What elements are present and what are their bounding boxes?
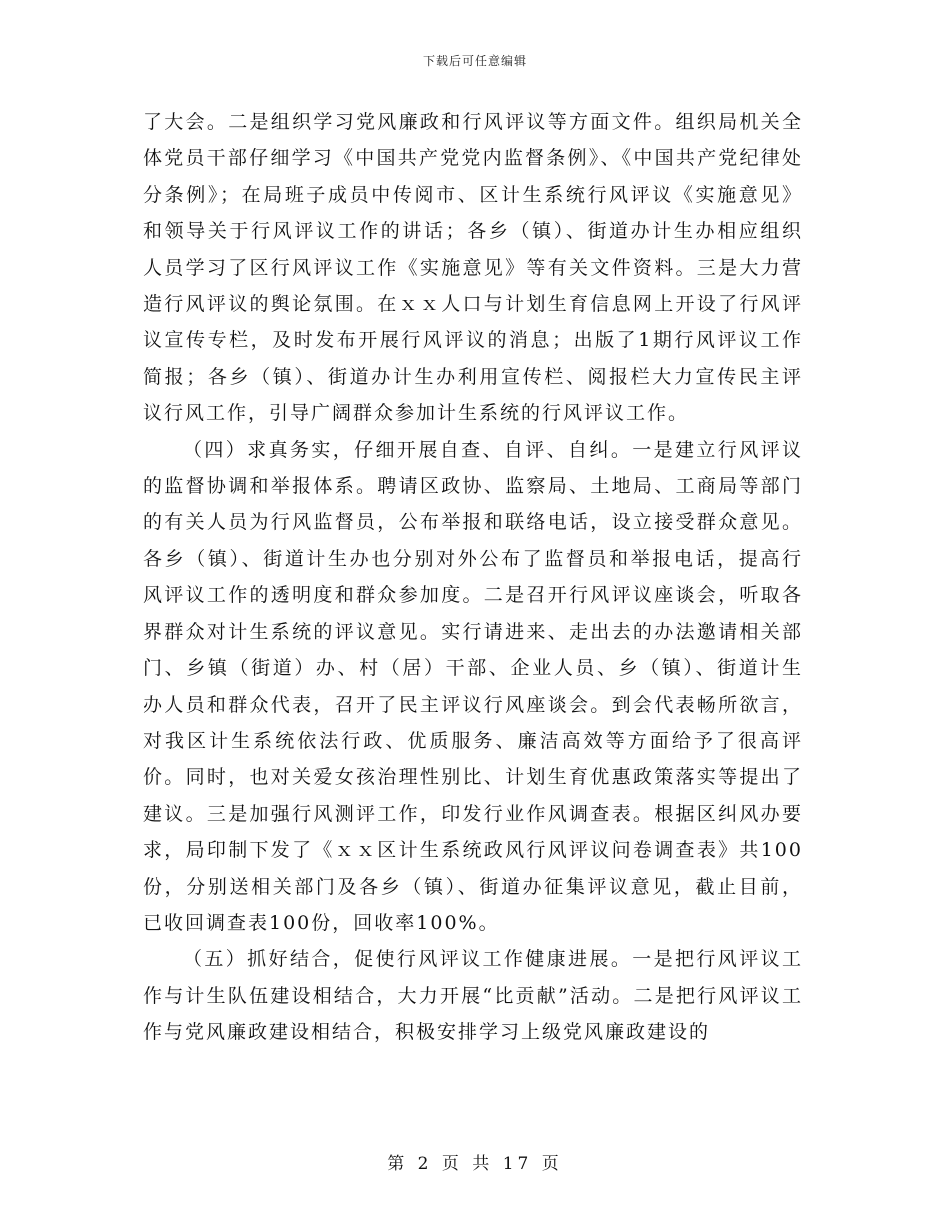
- document-body: [143, 104, 803, 1051]
- page-number-footer: 第 2 页 共 17 页: [387, 1154, 563, 1174]
- paragraph-section-four: （四）求真务实，仔细开展自查、自评、自纠。一是建立行风评议的监督协调和举报体系。聘请区政协、监察局、土地局、工商局等部门的有关人员为行风监督员，公布举报和联络电话，设立接受群众意见。各乡（镇）、街道计生办也分别对外公布了监督员和举报电话，提高行风评议工作的透明度和群众参加度。二是召开行风评议座谈会，听取各界群众对计生系统的评议意见。实行请进来、走出去的办法邀请相关部门、乡镇（街道）办、村（居）干部、企业人员、乡（镇）、街道计生办人员和群众代表，召开了民主评议行风座谈会。到会代表畅所欲言，对我区计生系统依法行政、优质服务、廉洁高效等方面给予了很高评价。同时，也对关爱女孩治理性别比、计划生育优惠政策落实等提出了建议。三是加强行风测评工作，印发行业作风调查表。根据区纠风办要求，局印制下发了《ｘｘ区计生系统政风行风评议问卷调查表》共100份，分别送相关部门及各乡（镇）、街道办征集评议意见，截止目前，已收回调查表100份，回收率100%。: [143, 438, 803, 934]
- page-header: 下载后可任意编辑: [422, 54, 527, 68]
- paragraph-section-five: （五）抓好结合，促使行风评议工作健康进展。一是把行风评议工作与计生队伍建设相结合，大力开展“比贡献”活动。二是把行风评议工作与党风廉政建设相结合，积极安排学习上级党风廉政建设的: [143, 948, 803, 1044]
- paragraph-continuation: 了大会。二是组织学习党风廉政和行风评议等方面文件。组织局机关全体党员干部仔细学习《中国共产党党内监督条例》、《中国共产党纪律处分条例》；在局班子成员中传阅市、区计生系统行风评议《实施意见》和领导关于行风评议工作的讲话；各乡（镇）、街道办计生办相应组织人员学习了区行风评议工作《实施意见》等有关文件资料。三是大力营造行风评议的舆论氛围。在ｘｘ人口与计划生育信息网上开设了行风评议宣传专栏，及时发布开展行风评议的消息；出版了1期行风评议工作简报；各乡（镇）、街道办计生办利用宣传栏、阅报栏大力宣传民主评议行风工作，引导广阔群众参加计生系统的行风评议工作。: [143, 111, 803, 425]
